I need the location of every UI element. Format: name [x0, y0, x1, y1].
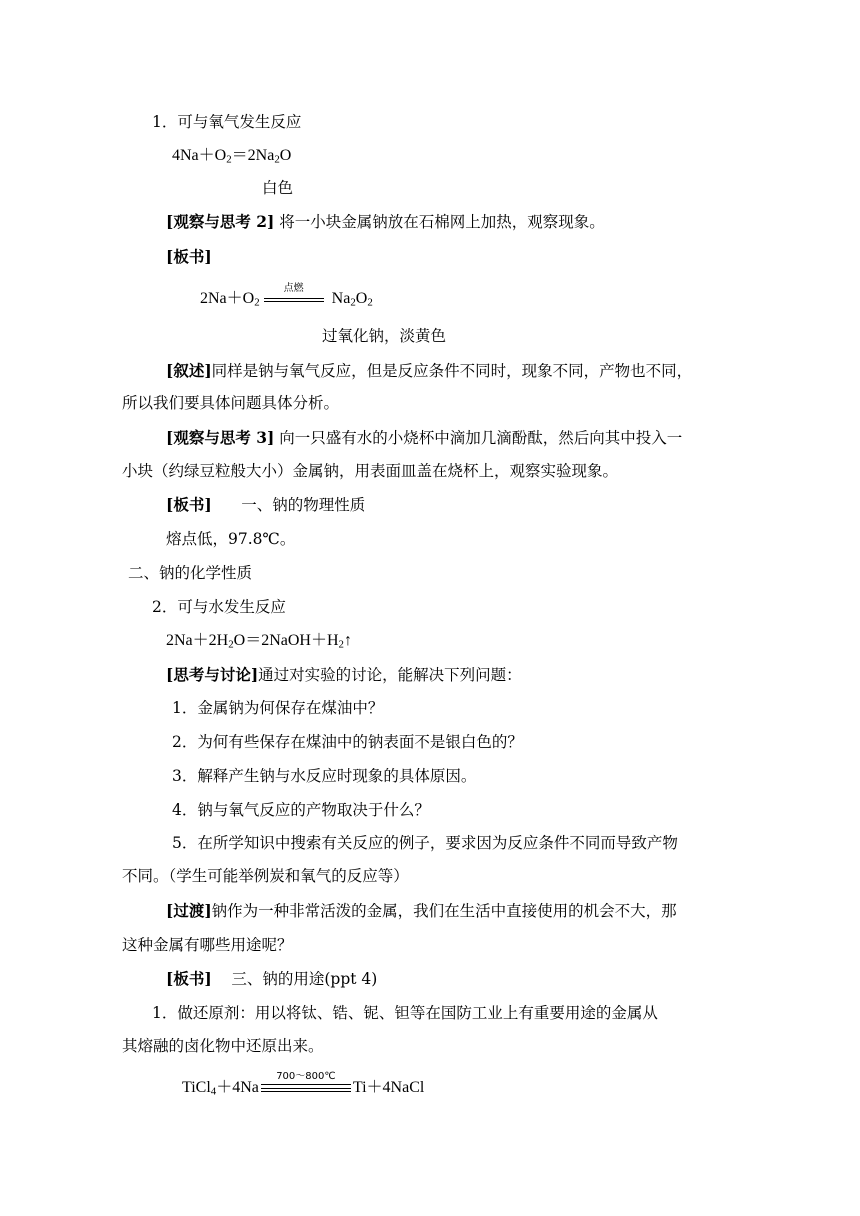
equation-water: $2Na+2H_2O=2NaOH+H_2↑$ [166, 632, 352, 651]
reducing-agent-cont: 其熔融的卤化物中还原出来。 [122, 1037, 324, 1055]
reaction-arrow-temperature: 700～800℃ [261, 1078, 351, 1098]
tag-board-1: [板书] [166, 247, 212, 266]
reducing-agent: 1．做还原剂：用以将钛、锆、铌、钽等在国防工业上有重要用途的金属从 [152, 1004, 658, 1022]
line-react-water: 2．可与水发生反应 [152, 598, 286, 616]
melting-point: 熔点低，97.8℃。 [166, 530, 296, 548]
equation-na2o: $4Na+O_2=2Na_2O$ [172, 147, 292, 166]
question-1: 1．金属钠为何保存在煤油中？ [172, 699, 384, 717]
question-5: 5．在所学知识中搜索有关反应的例子，要求因为反应条件不同而导致产物 [172, 834, 678, 852]
equation-na2o2: $2Na+O_2$ 点燃 $Na_2O_2$ [200, 283, 373, 309]
observe-think-3: [观察与思考 3] 向一只盛有水的小烧杯中滴加几滴酚酞，然后向其中投入一 [166, 428, 683, 447]
question-4: 4．钠与氧气反应的产物取决于什么？ [172, 801, 430, 819]
transition: [过渡]钠作为一种非常活泼的金属，我们在生活中直接使用的机会不大，那 [166, 901, 677, 920]
line-react-oxygen: 1．可与氧气发生反应 [152, 113, 302, 131]
narration-cont: 所以我们要具体问题具体分析。 [122, 394, 340, 412]
observe-think-2: [观察与思考 2] 将一小块金属钠放在石棉网上加热，观察现象。 [166, 212, 605, 231]
board-uses: [板书] 三、钠的用途(ppt 4) [166, 969, 378, 988]
question-3: 3．解释产生钠与水反应时现象的具体原因。 [172, 767, 477, 785]
equation-ticl4: TiCl$_4$＋4Na 700～800℃ Ti＋4NaCl [182, 1071, 425, 1098]
label-sodium-peroxide: 过氧化钠，淡黄色 [322, 327, 447, 345]
reaction-arrow-ignite: 点燃 [264, 289, 324, 309]
tag-observe-2: [观察与思考 2] [166, 212, 275, 231]
board-physical: [板书] 一、钠的物理性质 [166, 495, 366, 514]
question-2: 2．为何有些保存在煤油中的钠表面不是银白色的？ [172, 733, 523, 751]
transition-cont: 这种金属有哪些用途呢？ [122, 936, 293, 954]
observe-think-3-cont: 小块（约绿豆粒般大小）金属钠，用表面皿盖在烧杯上，观察实验现象。 [122, 462, 619, 480]
question-5-cont: 不同。（学生可能举例炭和氧气的反应等） [122, 867, 409, 885]
narration: [叙述]同样是钠与氧气反应，但是反应条件不同时，现象不同，产物也不同， [166, 361, 693, 380]
label-white: 白色 [262, 179, 294, 197]
discussion: [思考与讨论]通过对实验的讨论，能解决下列问题： [166, 665, 522, 684]
heading-chemical: 二、钠的化学性质 [128, 564, 253, 582]
